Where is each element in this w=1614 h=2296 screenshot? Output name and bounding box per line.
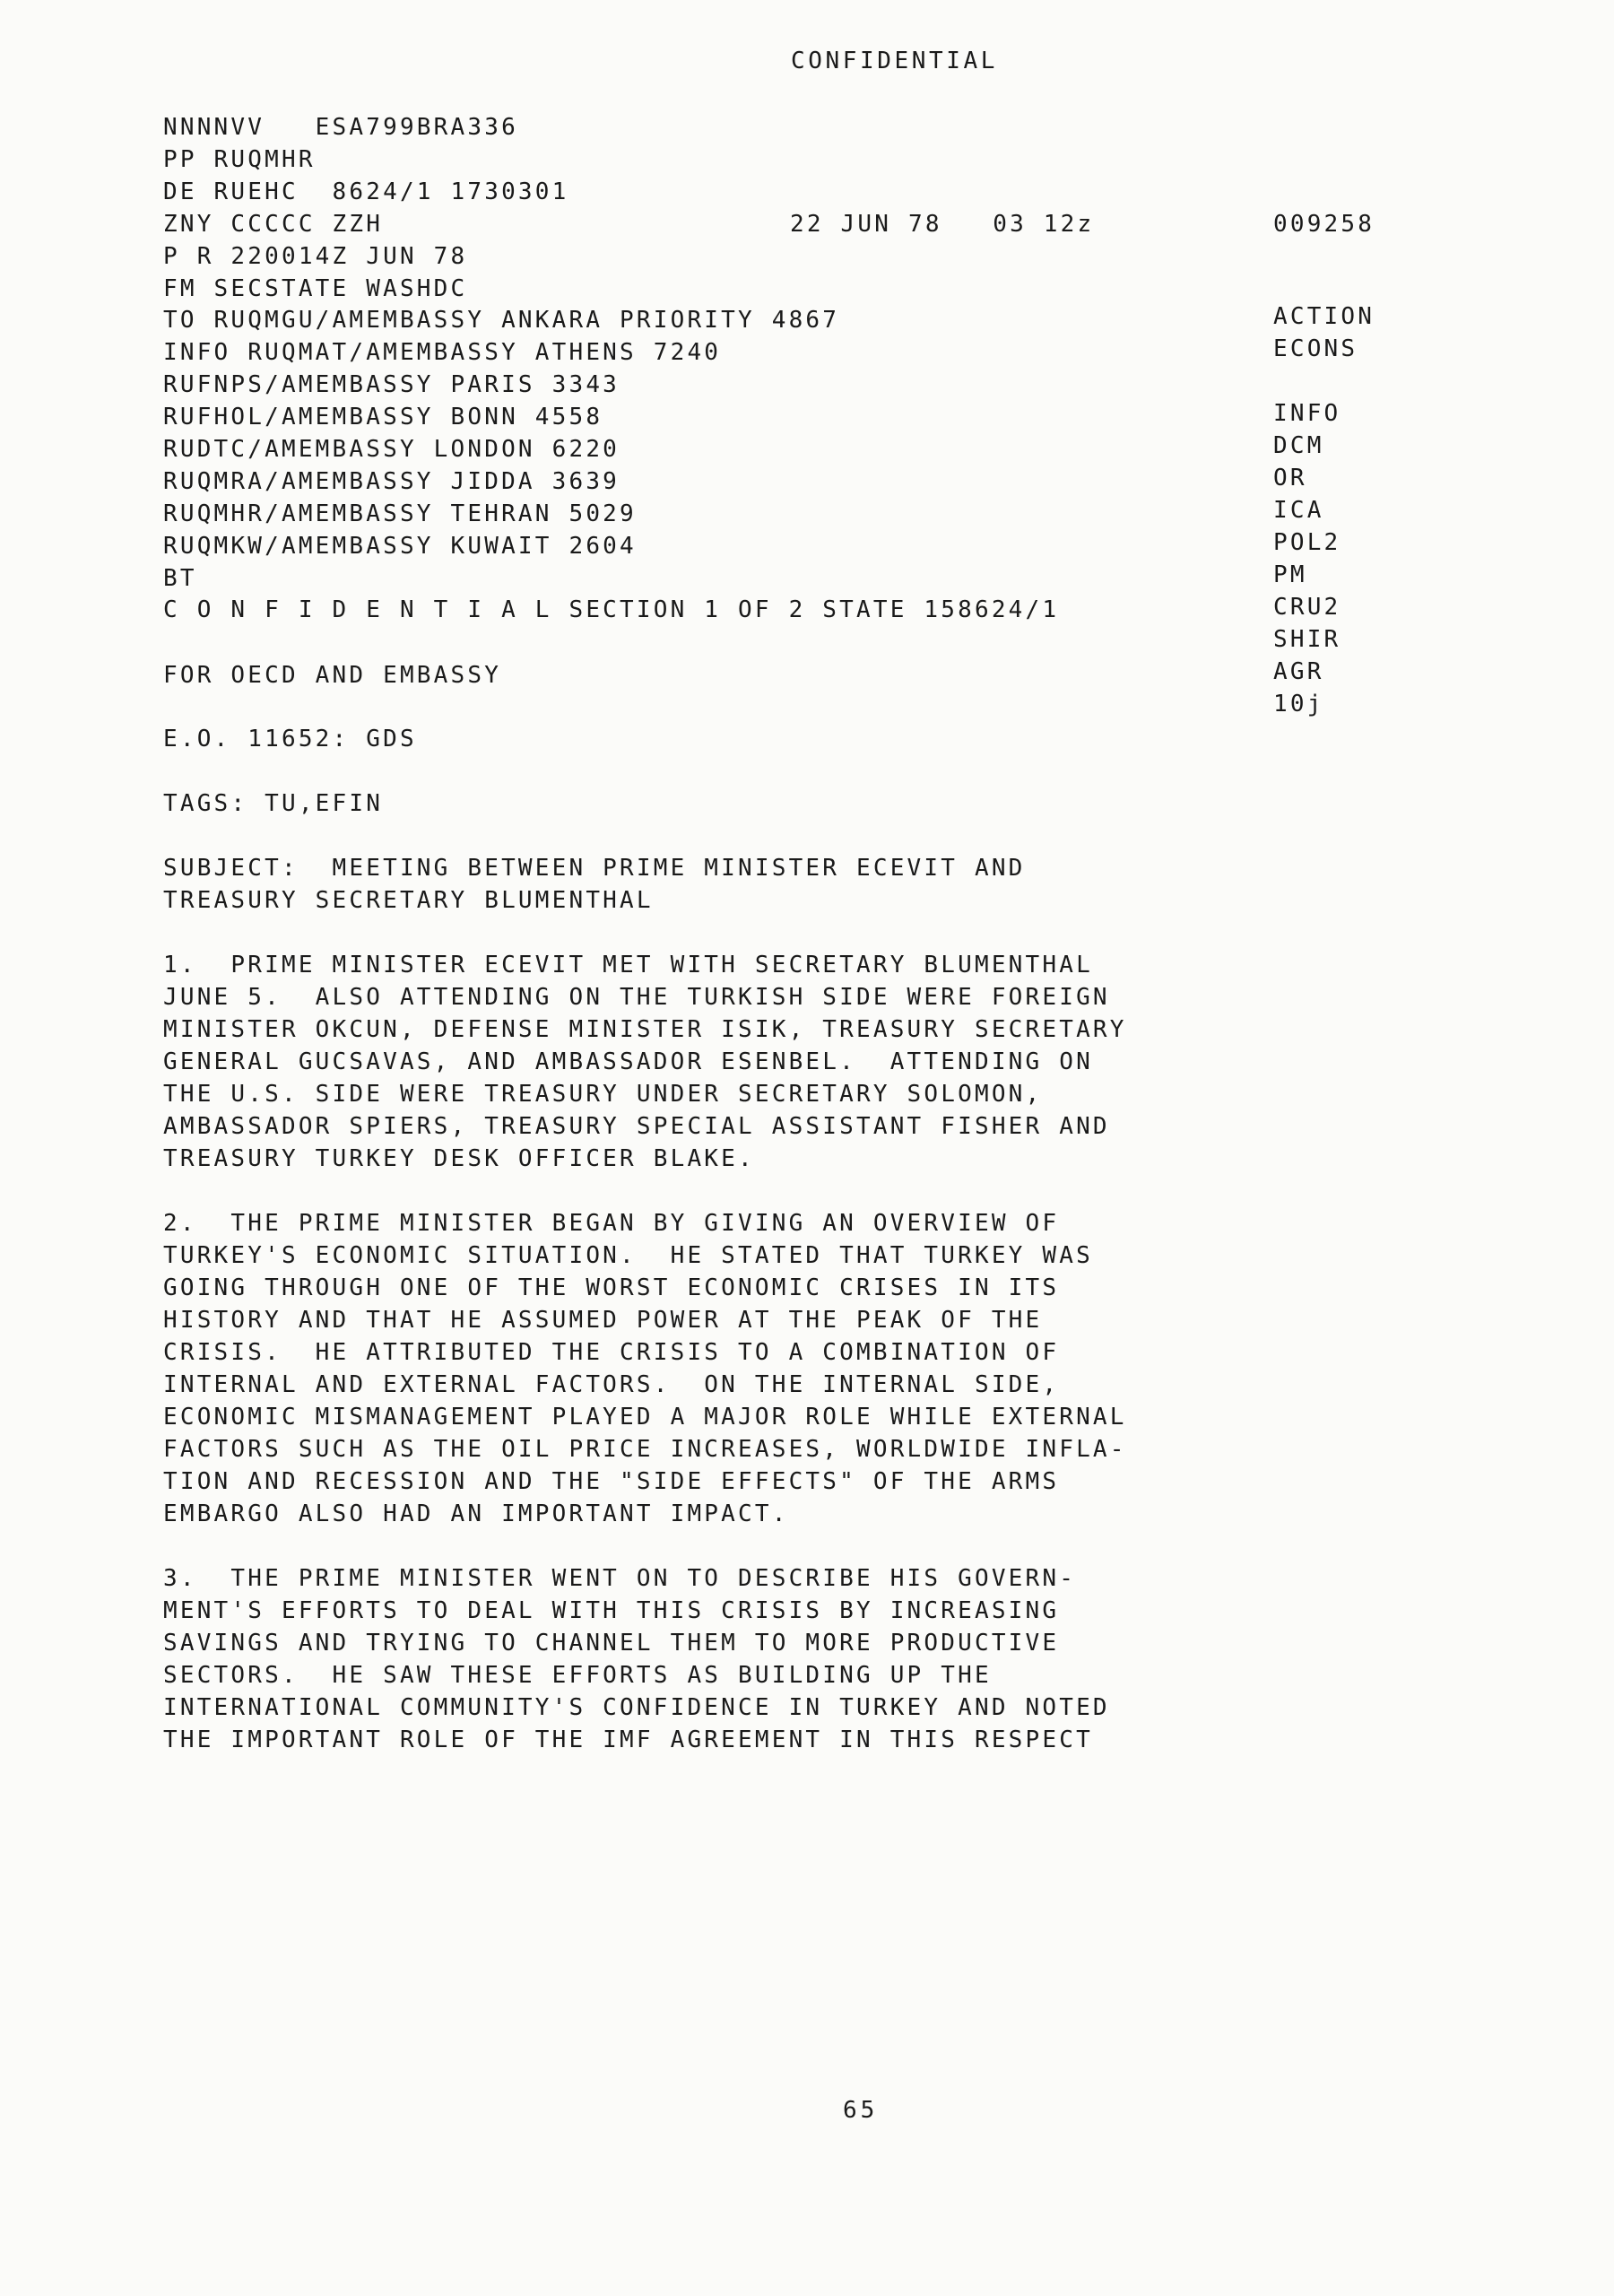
header-line: RUQMHR/AMEMBASSY TEHRAN 5029 <box>163 500 637 527</box>
routing-entry: SHIR <box>1273 626 1341 653</box>
paragraph-1-line: MINISTER OKCUN, DEFENSE MINISTER ISIK, TREASURY SECRETARY <box>163 1016 1127 1043</box>
classification-heading: CONFIDENTIAL <box>791 48 999 74</box>
routing-entry: OR <box>1273 465 1307 491</box>
paragraph-2-line: HISTORY AND THAT HE ASSUMED POWER AT THE PEAK OF THE <box>163 1307 1043 1334</box>
section-line: C O N F I D E N T I A L SECTION 1 OF 2 STATE 158624/1 <box>163 596 1060 623</box>
header-line: NNNNVV ESA799BRA336 <box>163 114 518 141</box>
paragraph-3-line: INTERNATIONAL COMMUNITY'S CONFIDENCE IN TURKEY AND NOTED <box>163 1694 1110 1721</box>
distribution-line: FOR OECD AND EMBASSY <box>163 662 502 689</box>
header-line: TO RUQMGU/AMEMBASSY ANKARA PRIORITY 4867 <box>163 307 840 334</box>
header-line: DE RUEHC 8624/1 1730301 <box>163 178 569 205</box>
header-line: RUFNPS/AMEMBASSY PARIS 3343 <box>163 371 620 398</box>
paragraph-2-line: FACTORS SUCH AS THE OIL PRICE INCREASES, WORLDWIDE INFLA- <box>163 1436 1127 1463</box>
paragraph-2-line: INTERNAL AND EXTERNAL FACTORS. ON THE INTERNAL SIDE, <box>163 1371 1060 1398</box>
paragraph-2-line: 2. THE PRIME MINISTER BEGAN BY GIVING AN OVERVIEW OF <box>163 1210 1060 1237</box>
routing-entry: ECONS <box>1273 335 1358 362</box>
paragraph-2-line: ECONOMIC MISMANAGEMENT PLAYED A MAJOR ROLE WHILE EXTERNAL <box>163 1404 1127 1431</box>
header-line: PP RUQMHR <box>163 146 316 173</box>
paragraph-3-line: MENT'S EFFORTS TO DEAL WITH THIS CRISIS BY INCREASING <box>163 1597 1060 1624</box>
header-line: FM SECSTATE WASHDC <box>163 275 468 302</box>
page-number: 65 <box>843 2097 879 2124</box>
paragraph-3-line: 3. THE PRIME MINISTER WENT ON TO DESCRIBE HIS GOVERN- <box>163 1565 1077 1592</box>
header-line: RUFHOL/AMEMBASSY BONN 4558 <box>163 404 603 430</box>
header-line: RUDTC/AMEMBASSY LONDON 6220 <box>163 436 620 463</box>
paragraph-1-line: THE U.S. SIDE WERE TREASURY UNDER SECRETARY SOLOMON, <box>163 1081 1043 1108</box>
subject-line: SUBJECT: MEETING BETWEEN PRIME MINISTER ECEVIT AND <box>163 855 1026 882</box>
paragraph-3-line: THE IMPORTANT ROLE OF THE IMF AGREEMENT IN THIS RESPECT <box>163 1726 1093 1753</box>
received-datetime: 22 JUN 78 03 12z <box>790 211 1095 238</box>
tags-line: TAGS: TU,EFIN <box>163 790 384 817</box>
routing-entry: AGR <box>1273 658 1324 685</box>
routing-entry: INFO <box>1273 400 1341 427</box>
paragraph-1-line: JUNE 5. ALSO ATTENDING ON THE TURKISH SIDE WERE FOREIGN <box>163 984 1110 1011</box>
paragraph-2-line: TURKEY'S ECONOMIC SITUATION. HE STATED THAT TURKEY WAS <box>163 1242 1093 1269</box>
routing-entry: ACTION <box>1273 303 1375 330</box>
routing-entry: 10j <box>1273 691 1324 718</box>
routing-entry: POL2 <box>1273 529 1341 556</box>
message-number: 009258 <box>1273 211 1375 238</box>
routing-entry: ICA <box>1273 497 1324 524</box>
paragraph-1-line: TREASURY TURKEY DESK OFFICER BLAKE. <box>163 1145 755 1172</box>
header-line: ZNY CCCCC ZZH <box>163 211 384 238</box>
routing-entry: PM <box>1273 561 1307 588</box>
header-line: INFO RUQMAT/AMEMBASSY ATHENS 7240 <box>163 339 722 366</box>
header-line: RUQMRA/AMEMBASSY JIDDA 3639 <box>163 468 620 495</box>
routing-entry: DCM <box>1273 432 1324 459</box>
paragraph-1-line: 1. PRIME MINISTER ECEVIT MET WITH SECRETARY BLUMENTHAL <box>163 952 1093 978</box>
paragraph-3-line: SECTORS. HE SAW THESE EFFORTS AS BUILDING UP THE <box>163 1662 992 1689</box>
paragraph-2-line: GOING THROUGH ONE OF THE WORST ECONOMIC CRISES IN ITS <box>163 1274 1060 1301</box>
subject-line: TREASURY SECRETARY BLUMENTHAL <box>163 887 654 914</box>
paragraph-2-line: TION AND RECESSION AND THE "SIDE EFFECTS" OF THE ARMS <box>163 1468 1060 1495</box>
paragraph-3-line: SAVINGS AND TRYING TO CHANNEL THEM TO MORE PRODUCTIVE <box>163 1630 1060 1657</box>
routing-entry: CRU2 <box>1273 594 1341 621</box>
paragraph-1-line: GENERAL GUCSAVAS, AND AMBASSADOR ESENBEL. ATTENDING ON <box>163 1048 1093 1075</box>
header-line: BT <box>163 565 197 592</box>
paragraph-2-line: CRISIS. HE ATTRIBUTED THE CRISIS TO A COMBINATION OF <box>163 1339 1060 1366</box>
paragraph-2-line: EMBARGO ALSO HAD AN IMPORTANT IMPACT. <box>163 1500 789 1527</box>
header-line: P R 220014Z JUN 78 <box>163 243 468 270</box>
header-line: RUQMKW/AMEMBASSY KUWAIT 2604 <box>163 533 637 560</box>
eo-line: E.O. 11652: GDS <box>163 726 417 752</box>
paragraph-1-line: AMBASSADOR SPIERS, TREASURY SPECIAL ASSISTANT FISHER AND <box>163 1113 1110 1140</box>
